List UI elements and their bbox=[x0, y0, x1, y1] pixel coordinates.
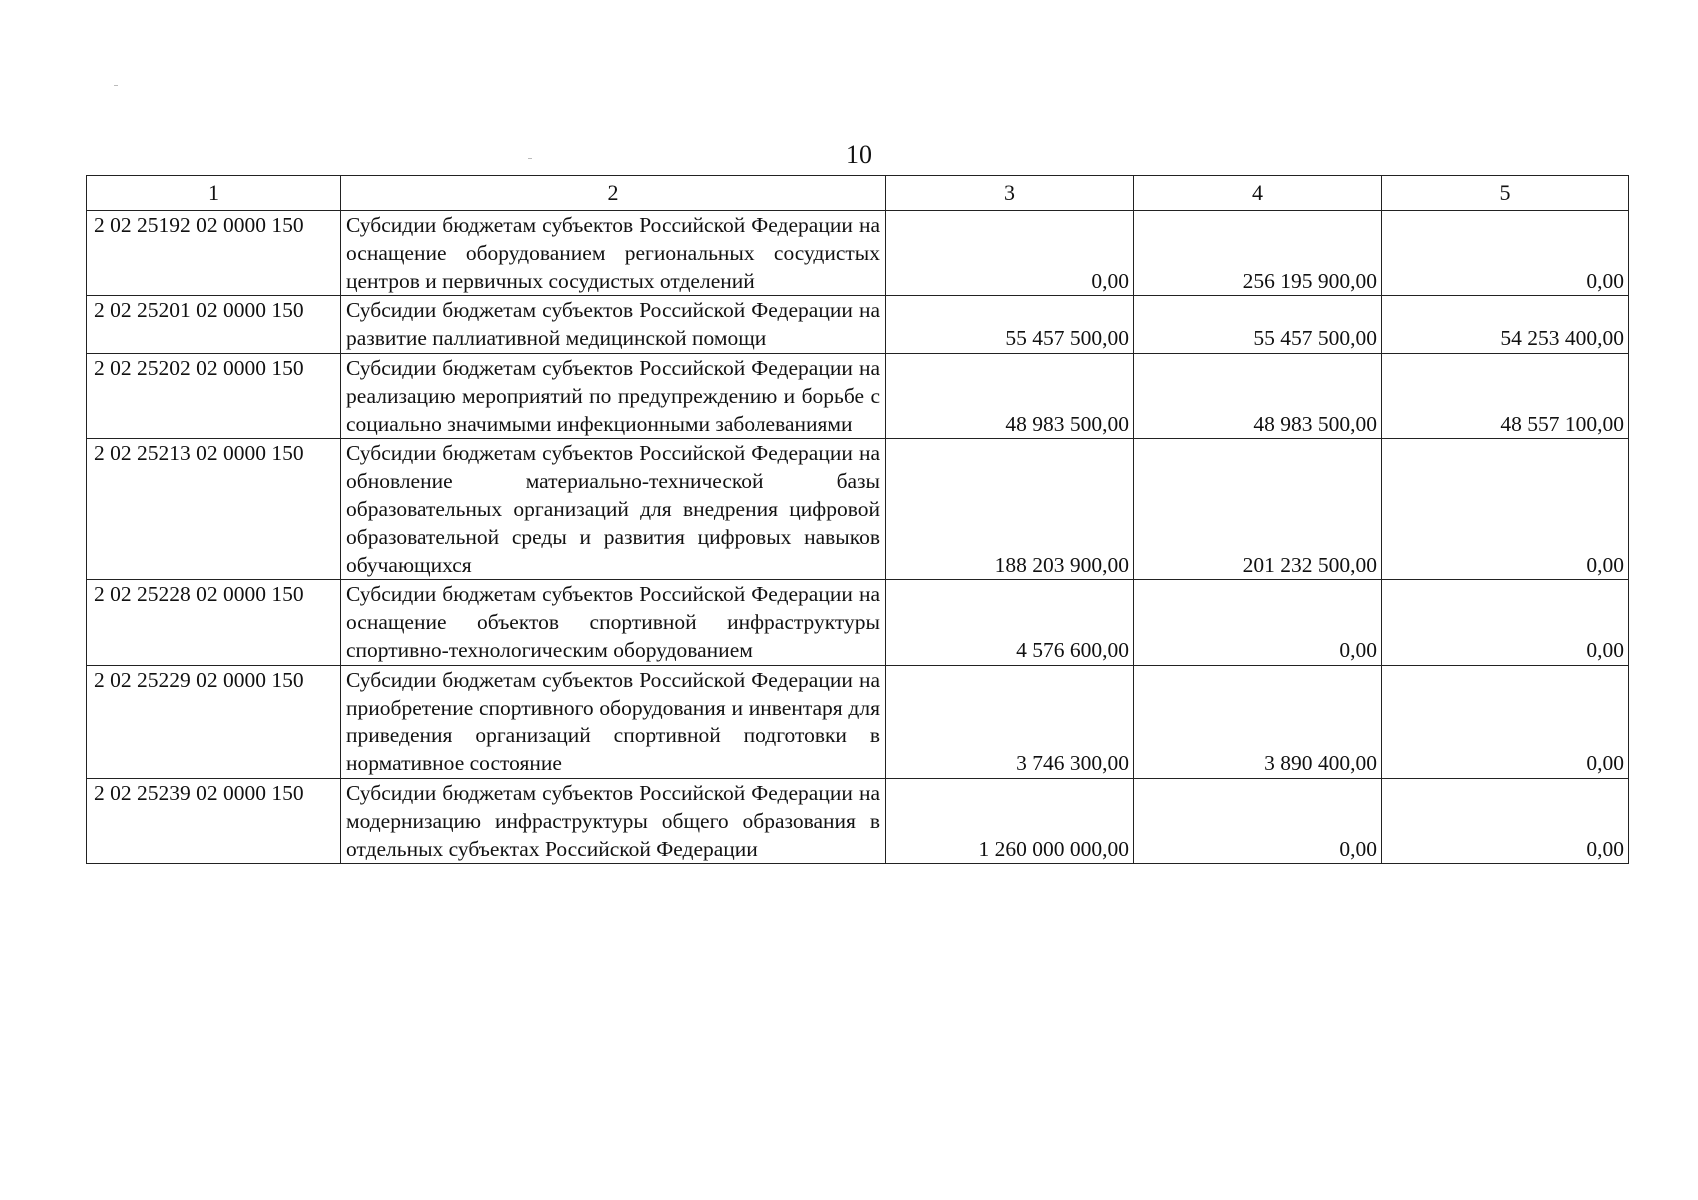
row-description: Субсидии бюджетам субъектов Российской Федерации на обновление материально-технической базы образовательных организаций для внедрения цифровой образовательной среды и развития цифровых навыков обучающихся bbox=[341, 439, 886, 580]
budget-code: 2 02 25192 02 0000 150 bbox=[87, 211, 341, 296]
table-row bbox=[87, 580, 1629, 665]
column-number: 3 bbox=[886, 176, 1134, 211]
row-description: Субсидии бюджетам субъектов Российской Федерации на модернизацию инфраструктуры общего образования в отдельных субъектах Российской Федерации bbox=[341, 778, 886, 863]
column-number: 2 bbox=[341, 176, 886, 211]
budget-code: 2 02 25201 02 0000 150 bbox=[87, 296, 341, 354]
scan-speck bbox=[114, 85, 118, 86]
budget-code: 2 02 25228 02 0000 150 bbox=[87, 580, 341, 665]
amount-col5: 48 557 100,00 bbox=[1382, 353, 1629, 438]
amount-col4: 48 983 500,00 bbox=[1134, 353, 1382, 438]
amount-col3: 0,00 bbox=[886, 211, 1134, 296]
amount-col3: 1 260 000 000,00 bbox=[886, 778, 1134, 863]
amount-col4: 256 195 900,00 bbox=[1134, 211, 1382, 296]
amount-col4: 3 890 400,00 bbox=[1134, 665, 1382, 778]
amount-col5: 0,00 bbox=[1382, 439, 1629, 580]
amount-col4: 201 232 500,00 bbox=[1134, 439, 1382, 580]
row-description: Субсидии бюджетам субъектов Российской Федерации на развитие паллиативной медицинской помощи bbox=[341, 296, 886, 354]
column-number-row bbox=[87, 176, 1629, 211]
row-description: Субсидии бюджетам субъектов Российской Федерации на оснащение объектов спортивной инфраструктуры спортивно-технологическим оборудованием bbox=[341, 580, 886, 665]
amount-col5: 0,00 bbox=[1382, 211, 1629, 296]
budget-code: 2 02 25213 02 0000 150 bbox=[87, 439, 341, 580]
amount-col3: 48 983 500,00 bbox=[886, 353, 1134, 438]
amount-col4: 55 457 500,00 bbox=[1134, 296, 1382, 354]
amount-col4: 0,00 bbox=[1134, 580, 1382, 665]
budget-code: 2 02 25229 02 0000 150 bbox=[87, 665, 341, 778]
column-number: 5 bbox=[1382, 176, 1629, 211]
row-description: Субсидии бюджетам субъектов Российской Федерации на реализацию мероприятий по предупреждению и борьбе с социально значимыми инфекционными заболеваниями bbox=[341, 353, 886, 438]
column-number: 4 bbox=[1134, 176, 1382, 211]
amount-col3: 4 576 600,00 bbox=[886, 580, 1134, 665]
table-row bbox=[87, 439, 1629, 580]
amount-col4: 0,00 bbox=[1134, 778, 1382, 863]
table-row bbox=[87, 353, 1629, 438]
amount-col5: 54 253 400,00 bbox=[1382, 296, 1629, 354]
amount-col3: 55 457 500,00 bbox=[886, 296, 1134, 354]
amount-col5: 0,00 bbox=[1382, 665, 1629, 778]
page-number: 10 bbox=[846, 140, 872, 169]
table-row bbox=[87, 665, 1629, 778]
amount-col5: 0,00 bbox=[1382, 778, 1629, 863]
budget-code: 2 02 25202 02 0000 150 bbox=[87, 353, 341, 438]
amount-col5: 0,00 bbox=[1382, 580, 1629, 665]
column-number: 1 bbox=[87, 176, 341, 211]
table-row bbox=[87, 211, 1629, 296]
table-row bbox=[87, 778, 1629, 863]
budget-table bbox=[86, 175, 1629, 864]
amount-col3: 188 203 900,00 bbox=[886, 439, 1134, 580]
amount-col3: 3 746 300,00 bbox=[886, 665, 1134, 778]
row-description: Субсидии бюджетам субъектов Российской Федерации на приобретение спортивного оборудования и инвентаря для приведения организаций спортивной подготовки в нормативное состояние bbox=[341, 665, 886, 778]
budget-code: 2 02 25239 02 0000 150 bbox=[87, 778, 341, 863]
table-row bbox=[87, 296, 1629, 354]
row-description: Субсидии бюджетам субъектов Российской Федерации на оснащение оборудованием региональных сосудистых центров и первичных сосудистых отделений bbox=[341, 211, 886, 296]
